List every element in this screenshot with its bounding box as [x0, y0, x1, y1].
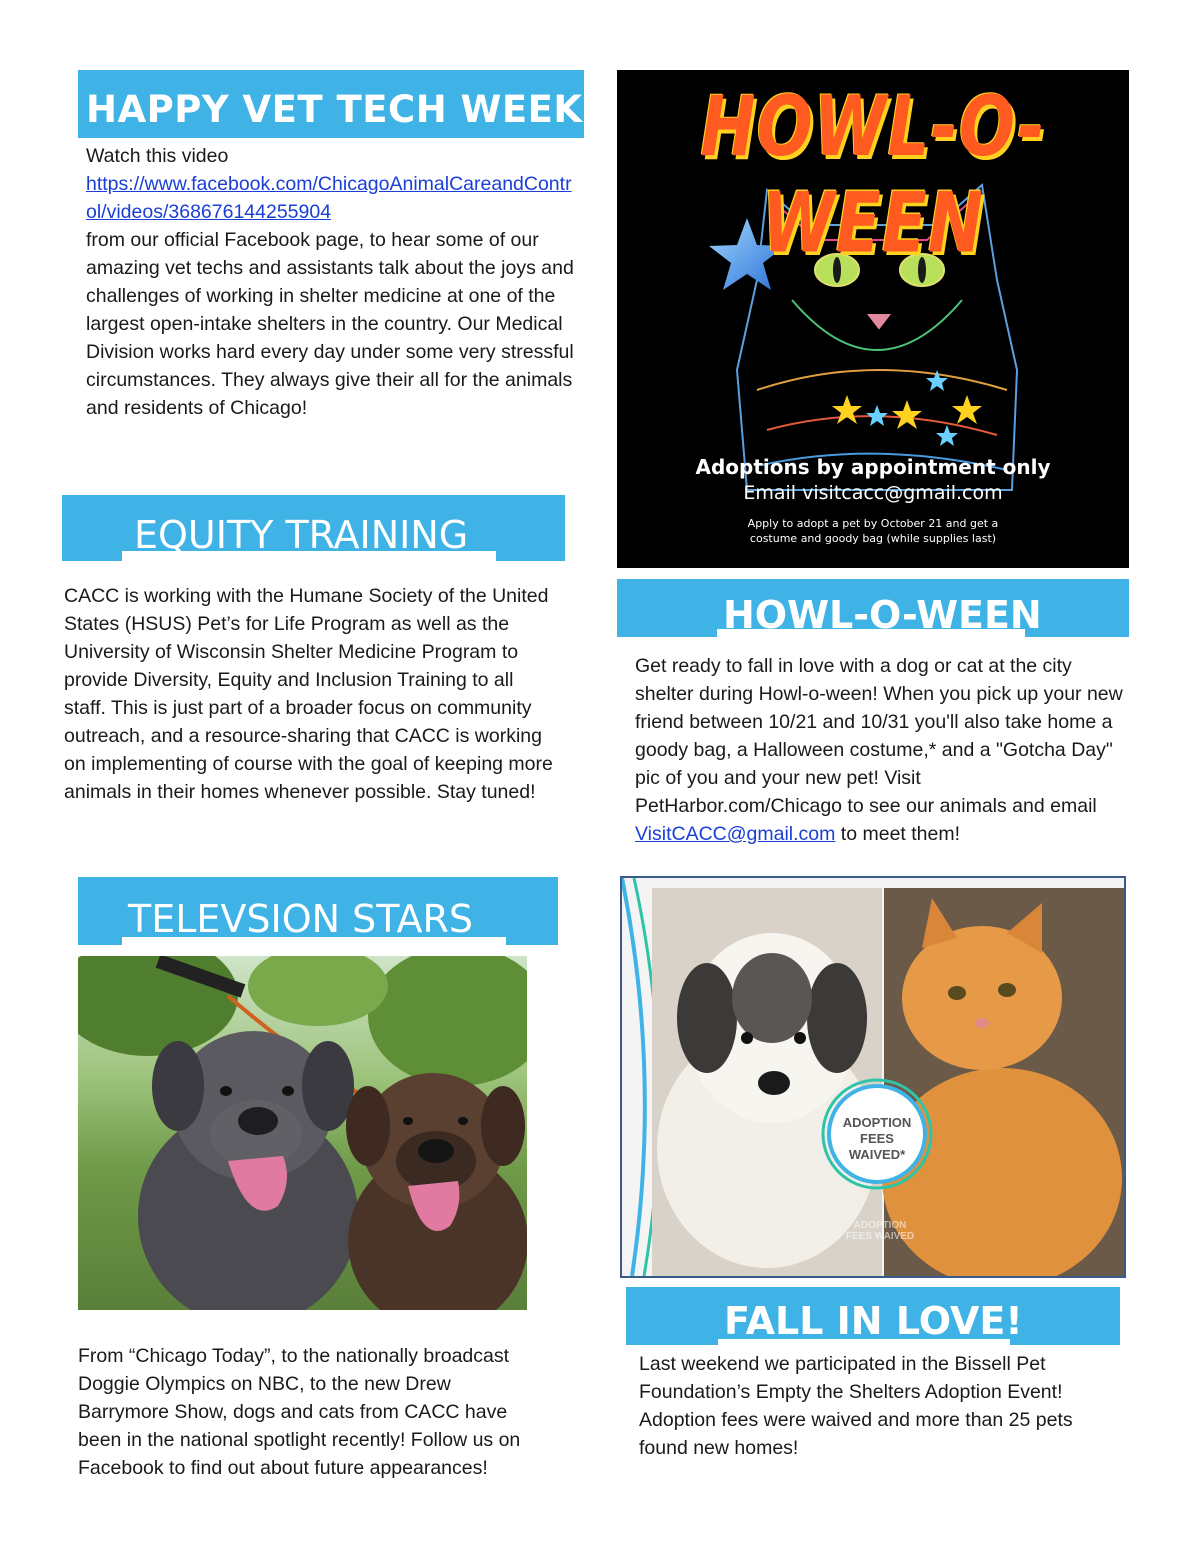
poster-line-3: Apply to adopt a pet by October 21 and get a — [747, 517, 999, 530]
badge-line-3: WAIVED* — [848, 1147, 906, 1162]
vet-tech-heading: HAPPY VET TECH WEEK — [86, 88, 583, 131]
howloween-body — [635, 652, 1127, 848]
fall-heading: FALL IN LOVE! — [724, 1299, 1023, 1343]
poster-line-1: Adoptions by appointment only — [695, 455, 1051, 479]
visitcacc-email-link[interactable]: VisitCACC@gmail.com — [635, 823, 836, 845]
poster-line-4: costume and goody bag (while supplies last) — [749, 532, 997, 545]
badge-line-1: ADOPTION — [842, 1115, 912, 1130]
tv-heading: TELEVSION STARS — [128, 897, 474, 941]
puppy-icon — [652, 888, 882, 1276]
vet-tech-heading-banner — [70, 70, 584, 138]
howloween-poster — [617, 70, 1129, 568]
fall-heading-banner — [626, 1283, 1120, 1345]
fall-body: Last weekend we participated in the Bissell Pet Foundation’s Empty the Shelters Adoption Event! Adoption fees were waived and more than 25 pets found new homes! — [639, 1353, 1073, 1459]
dogs-photo — [78, 956, 527, 1310]
howloween-heading-banner — [617, 575, 1129, 637]
adoption-photo — [620, 876, 1126, 1278]
poster-title: HOWL-O-WEEN — [700, 78, 1046, 272]
equity-heading-banner — [62, 495, 565, 561]
equity-body: CACC is working with the Humane Society of the United States (HSUS) Pet’s for Life Program as well as the University of Wisconsin Shelter Medicine Program to provide Diversity, Equity and Inclusion Training to all staff. This is just part of a broader focus on community outreach, and a resource-sharing that CACC is working on implementing of course with the goal of keeping more animals in their homes whenever possible. Stay tuned! — [64, 585, 553, 803]
badge-line-2: FEES — [860, 1131, 894, 1146]
grey-dog-icon — [138, 1031, 358, 1310]
brindle-dog-icon — [346, 1073, 527, 1310]
howloween-body-after: to meet them! — [835, 823, 961, 845]
faded-watermark: ADOPTION FEES WAIVED — [845, 1220, 915, 1242]
equity-heading: EQUITY TRAINING — [134, 513, 469, 557]
howloween-body-before: Get ready to fall in love with a dog or cat at the city shelter during Howl-o-ween! When you pick up your new friend between 10/21 and 10/31 you'll also take home a goody bag, a Halloween costume,* and a "Gotcha Day" pic of you and your new pet! Visit PetHarbor.com/Chicago to see our animals and email — [635, 655, 1123, 817]
tv-heading-banner — [78, 877, 558, 945]
vet-tech-body: from our official Facebook page, to hear some of our amazing vet techs and assistants talk about the joys and challenges of working in shelter medicine at one of the largest open-intake shelters in the country. Our Medical Division works hard every day under some very stressful circumstances. They always give their all for the animals and residents of Chicago! — [86, 229, 574, 419]
howloween-heading: HOWL-O-WEEN — [723, 593, 1042, 637]
poster-line-2: Email visitcacc@gmail.com — [743, 482, 1003, 504]
tv-body: From “Chicago Today”, to the nationally broadcast Doggie Olympics on NBC, to the new Drew Barrymore Show, dogs and cats from CACC have been in the national spotlight recently! Follow us on Facebook to find out about future appearances! — [78, 1345, 521, 1479]
vet-tech-intro: Watch this video — [86, 145, 229, 167]
orange-cat-icon — [882, 888, 1124, 1276]
vet-tech-section — [86, 142, 576, 422]
facebook-video-link[interactable]: https://www.facebook.com/ChicagoAnimalCareandControl/videos/368676144255904 — [86, 173, 572, 223]
